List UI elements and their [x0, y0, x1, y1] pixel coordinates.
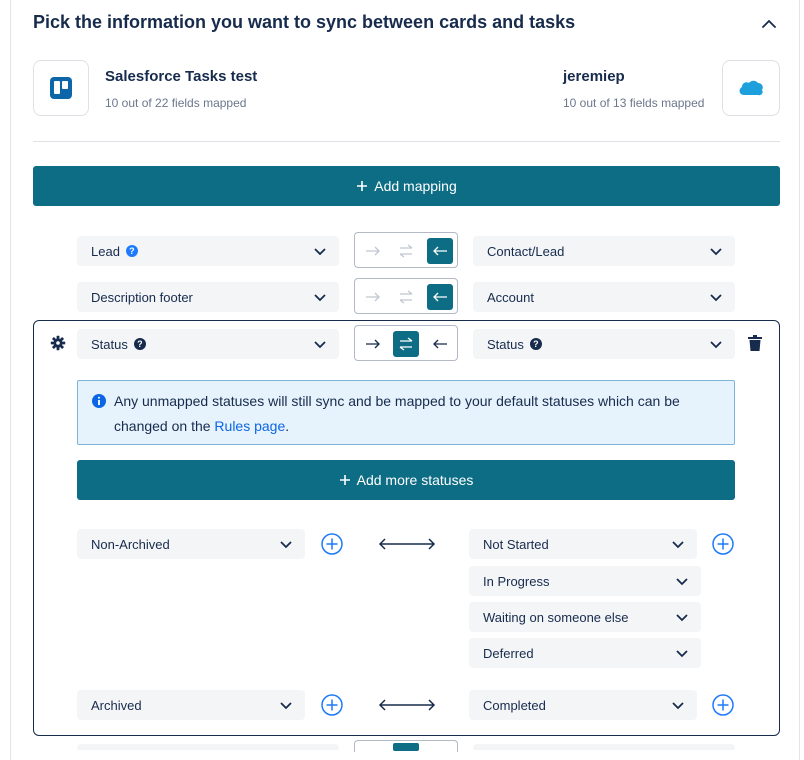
left-status-select-archived[interactable]	[77, 690, 305, 720]
direction-left-to-right[interactable]	[360, 284, 386, 310]
divider	[33, 141, 780, 142]
select-value: Non-Archived	[91, 536, 170, 552]
info-banner	[77, 380, 735, 445]
arrow-left-icon	[432, 246, 448, 256]
left-status-select-non-archived[interactable]	[77, 529, 305, 559]
chevron-down-icon	[675, 574, 689, 588]
trello-app-card	[33, 60, 89, 116]
select-value: Waiting on someone else	[483, 609, 629, 625]
chevron-down-icon	[675, 610, 689, 624]
salesforce-app-card	[722, 60, 780, 116]
add-status-plus-icon[interactable]	[712, 533, 734, 555]
section-title: Pick the information you want to sync between cards and tasks	[33, 12, 576, 32]
help-icon[interactable]: ?	[530, 338, 542, 350]
select-value: Completed	[483, 697, 546, 713]
chevron-down-icon	[709, 290, 723, 304]
chevron-down-icon	[671, 698, 685, 712]
right-app-fields: 10 out of 13 fields mapped	[563, 96, 705, 110]
info-period: .	[285, 418, 290, 434]
select-value: Status	[487, 336, 524, 352]
direction-left-to-right[interactable]	[360, 238, 386, 264]
chevron-down-icon	[671, 537, 685, 551]
arrow-left-icon	[432, 339, 448, 349]
select-value: Lead	[91, 243, 120, 259]
next-row-right-select[interactable]	[473, 744, 735, 750]
select-value: Contact/Lead	[487, 243, 565, 259]
info-icon	[92, 394, 106, 408]
add-mapping-label: Add mapping	[374, 178, 457, 194]
left-app-fields: 10 out of 22 fields mapped	[105, 96, 247, 110]
gear-icon[interactable]	[50, 335, 66, 351]
direction-two-way[interactable]	[393, 238, 419, 264]
chevron-down-icon	[709, 337, 723, 351]
direction-right-to-left[interactable]	[427, 331, 453, 357]
chevron-down-icon	[313, 337, 327, 351]
left-field-select-status[interactable]	[77, 329, 339, 359]
select-value: Deferred	[483, 645, 534, 661]
right-status-select-waiting[interactable]	[469, 602, 701, 632]
select-value: Account	[487, 289, 534, 305]
right-status-select-not-started[interactable]	[469, 529, 697, 559]
double-arrow-icon	[378, 698, 436, 712]
chevron-down-icon	[279, 537, 293, 551]
plus-icon	[356, 180, 368, 192]
direction-right-to-left[interactable]	[427, 238, 453, 264]
right-field-select-contact-lead[interactable]	[473, 236, 735, 266]
add-more-statuses-button[interactable]	[77, 460, 735, 500]
chevron-down-icon	[675, 646, 689, 660]
double-arrow-icon	[378, 537, 436, 551]
add-mapping-button[interactable]	[33, 166, 780, 206]
next-row-direction-control[interactable]	[354, 740, 458, 752]
arrow-right-icon	[365, 339, 381, 349]
select-value: In Progress	[483, 573, 550, 589]
add-status-plus-icon[interactable]	[712, 694, 734, 716]
sync-direction-control[interactable]	[354, 325, 458, 361]
salesforce-cloud-icon	[737, 78, 765, 98]
left-field-select-lead[interactable]	[77, 236, 339, 266]
select-value: Status	[91, 336, 128, 352]
trello-icon	[50, 77, 72, 99]
right-status-select-in-progress[interactable]	[469, 566, 701, 596]
left-field-select-description-footer[interactable]	[77, 282, 339, 312]
chevron-down-icon	[279, 698, 293, 712]
chevron-down-icon	[709, 244, 723, 258]
direction-two-way[interactable]	[393, 331, 419, 357]
rules-page-link[interactable]: Rules page	[214, 418, 286, 434]
two-way-arrow-icon	[398, 337, 414, 351]
plus-icon	[339, 474, 351, 486]
right-field-select-status[interactable]	[473, 329, 735, 359]
sync-direction-control[interactable]	[354, 278, 458, 314]
select-value: Not Started	[483, 536, 549, 552]
right-status-select-deferred[interactable]	[469, 638, 701, 668]
chevron-down-icon	[313, 244, 327, 258]
trash-icon[interactable]	[748, 335, 762, 351]
two-way-arrow-icon	[398, 244, 414, 258]
add-more-statuses-label: Add more statuses	[356, 472, 474, 488]
sync-direction-control[interactable]	[354, 232, 458, 268]
arrow-left-icon	[432, 292, 448, 302]
chevron-up-icon[interactable]	[759, 14, 779, 34]
right-app-name: jeremiep	[563, 68, 625, 85]
direction-left-to-right[interactable]	[360, 331, 386, 357]
direction-two-way[interactable]	[393, 284, 419, 310]
select-value: Archived	[91, 697, 142, 713]
next-row-left-select[interactable]	[77, 744, 339, 750]
right-status-select-completed[interactable]	[469, 690, 697, 720]
arrow-right-icon	[365, 246, 381, 256]
arrow-right-icon	[365, 292, 381, 302]
add-status-plus-icon[interactable]	[321, 533, 343, 555]
chevron-down-icon	[313, 290, 327, 304]
select-value: Description footer	[91, 289, 193, 305]
help-icon[interactable]: ?	[134, 338, 146, 350]
left-app-name: Salesforce Tasks test	[105, 68, 258, 85]
help-icon[interactable]: ?	[126, 245, 138, 257]
two-way-arrow-icon	[398, 290, 414, 304]
info-text	[114, 389, 714, 439]
direction-right-to-left[interactable]	[427, 284, 453, 310]
info-message: Any unmapped statuses will still sync and be mapped to your default statuses which can be changed on the	[114, 393, 680, 434]
right-field-select-account[interactable]	[473, 282, 735, 312]
add-status-plus-icon[interactable]	[321, 694, 343, 716]
